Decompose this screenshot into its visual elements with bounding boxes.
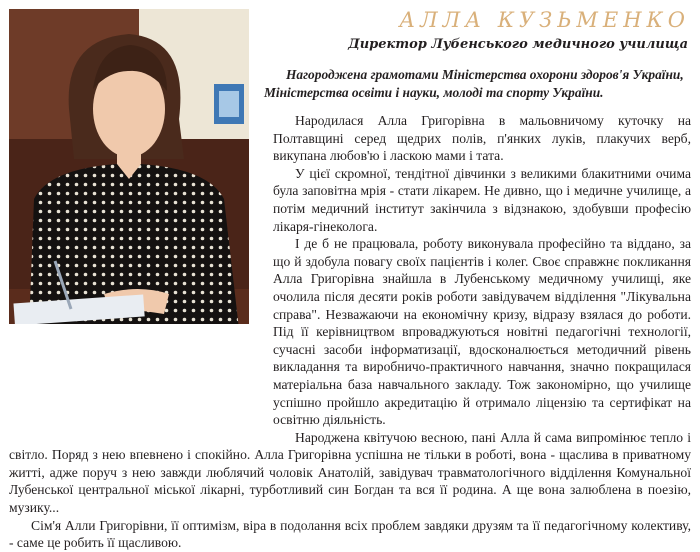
biography-text	[9, 0, 691, 552]
job-title: Директор Лубенського медичного училища	[348, 37, 688, 52]
bio-paragraph-1: Народилася Алла Григорівна в мальовничому куточку на Полтавщині серед щедрих полів, п'янких луків, плакучих верб, викупана любов'ю і ласкою мами і тата.	[273, 113, 691, 164]
awards-line-2: Міністерства освіти і науки, молоді та спорту України.	[264, 85, 604, 100]
bio-paragraph-5: Сім'я Алли Григорівни, її оптимізм, віра в подолання всіх проблем завдяки друзям та її педагогічному колективу, - саме це робить її щасливою.	[9, 517, 691, 551]
bio-paragraph-3: І де б не працювала, роботу виконувала професійно та віддано, за що й здобула повагу своїх пацієнтів і колег. Своє справжнє покликання Алла Григорівна знайшла в Лубенському медичному училищі, яке очолила після десяти років роботи завідувачем відділення "Лікувальна справа". Незважаючи на економічну кризу, відразу взялася до роботи. Під її керівництвом впроваджуються новітні педагогічні технології, сучасні засоби інформатизації, вдосконалюється методичний рівень викладання та виробничо-практичного навчання, значно покращилася матеріальна база навчального закладу. Тож закономірно, що училище успішно пройшло акредитацію й отримало ліцензію та сертифікат на освітню діяльність.	[273, 236, 691, 428]
person-name: АЛЛА КУЗЬМЕНКО	[399, 8, 690, 32]
awards-line-1: Нагороджена грамотами Міністерства охорони здоров'я України,	[286, 67, 684, 82]
bio-paragraph-4: Народжена квітучою весною, пані Алла й сама випромінює тепло і світло. Поряд з нею впевнено і спокійно. Алла Григорівна успішна не тільки в роботі, вона - щаслива в приватному житті, адже поруч з нею завжди люблячий чоловік Анатолій, завідувач травматологічного відділення Комунальної Лубенської центральної міської лікарні, турботливий син Богдан та вся її родина. А ще вона залюблена в поезію, музику...	[9, 429, 691, 516]
bio-paragraph-2: У цієї скромної, тендітної дівчинки з великими блакитними очима була заповітна мрія - стати лікарем. Не дивно, що і медичне училище, а потім медичний інститут закінчила з відзнакою, здобувши професію лікаря-гінеколога.	[273, 165, 691, 234]
